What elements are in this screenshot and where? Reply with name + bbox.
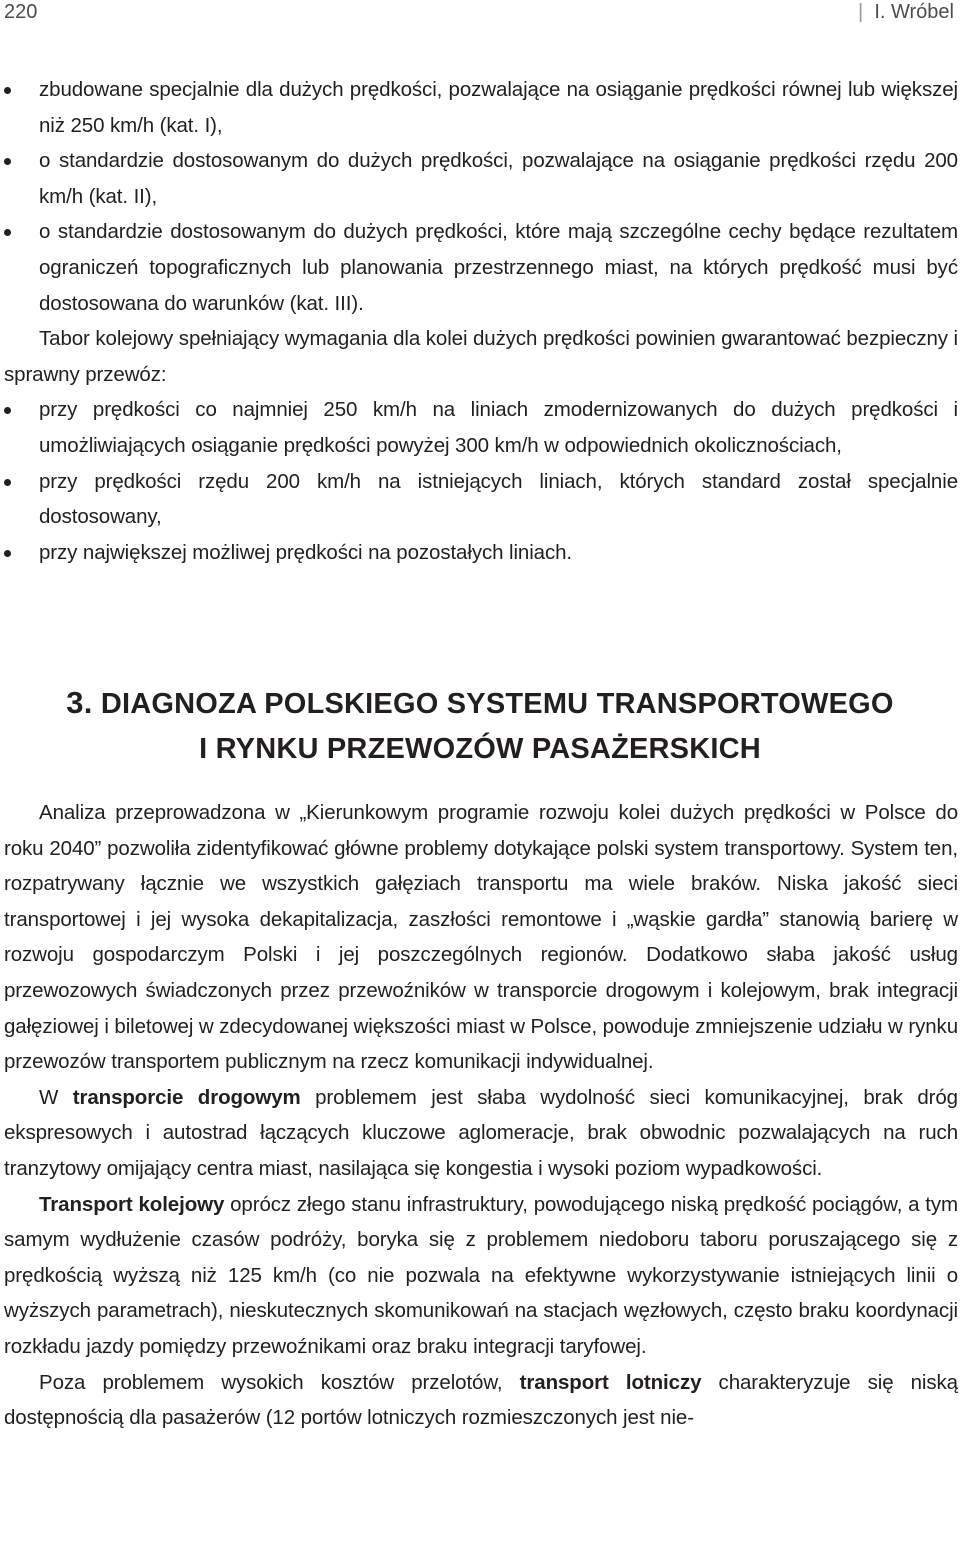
list-item: przy największej możliwej prędkości na pozostałych liniach. xyxy=(4,535,958,571)
paragraph-tabor: Tabor kolejowy spełniający wymagania dla kolei dużych prędkości powinien gwarantować bezpieczny i sprawny przewóz: xyxy=(4,327,958,386)
running-header xyxy=(4,0,954,26)
running-author: | I. Wróbel xyxy=(858,1,954,23)
bold-term: transport lotniczy xyxy=(519,1370,702,1394)
paragraph-transport-lotniczy: Poza problemem wysokich kosztów przelotów, transport lotniczy charakteryzuje się niską dostępnością dla pasażerów (12 portów lotniczych rozmieszczonych jest nie- xyxy=(4,1370,958,1430)
railway-category-list xyxy=(4,72,958,321)
bullet-icon xyxy=(4,158,11,165)
author-name: I. Wróbel xyxy=(874,1,954,23)
bullet-icon xyxy=(4,479,11,486)
bullet-icon xyxy=(4,229,11,236)
rolling-stock-list xyxy=(4,392,958,570)
paragraph-transport-drogowy: W transporcie drogowym problemem jest słaba wydolność sieci komunikacyjnej, brak dróg ekspresowych i autostrad łączących kluczowe aglomeracje, brak obwodnic pozwalających na ruch tranzytowy omijający centra miast, nasilająca się kongestia i wysoki poziom wypadkowości. xyxy=(4,1085,958,1180)
list-item: o standardzie dostosowanym do dużych prędkości, które mają szczególne cechy będące rezultatem ograniczeń topograficznych lub planowania przestrzennego miast, na których prędkość musi być dostosowana do warunków (kat. III). xyxy=(4,214,958,321)
bullet-icon xyxy=(4,550,11,557)
section-heading-line-1: 3. DIAGNOZA POLSKIEGO SYSTEMU TRANSPORTOWEGO xyxy=(66,685,894,720)
list-item: zbudowane specjalnie dla dużych prędkości, pozwalające na osiąganie prędkości równej lub większej niż 250 km/h (kat. I), xyxy=(4,72,958,143)
bullet-icon xyxy=(4,407,11,414)
list-item: o standardzie dostosowanym do dużych prędkości, pozwalające na osiąganie prędkości rzędu 200 km/h (kat. II), xyxy=(4,143,958,214)
section-number: 3. xyxy=(66,685,93,720)
bold-term: Transport kolejowy xyxy=(39,1192,225,1216)
page-number: 220 xyxy=(4,1,38,23)
bullet-icon xyxy=(4,87,11,94)
list-item: przy prędkości co najmniej 250 km/h na liniach zmodernizowanych do dużych prędkości i umożliwiających osiąganie prędkości powyżej 300 km/h w odpowiednich okolicznościach, xyxy=(4,392,958,463)
lower-text-block xyxy=(4,795,958,1436)
upper-text-block xyxy=(4,72,958,570)
bold-term: transporcie drogowym xyxy=(72,1085,301,1109)
section-heading-line-2: I RYNKU PRZEWOZÓW PASAŻERSKICH xyxy=(199,733,761,765)
paragraph-analiza: Analiza przeprowadzona w „Kierunkowym programie rozwoju kolei dużych prędkości w Polsce do roku 2040” pozwoliła zidentyfikować główne problemy dotykające polski system transportowy. System ten, rozpatrywany łącznie we wszystkich gałęziach transportu ma wiele braków. Niska jakość sieci transportowej i jej wysoka dekapitalizacja, zaszłości remontowe i „wąskie gardła” stanowią barierę w rozwoju gospodarczym Polski i jej poszczególnych regionów. Dodatkowo słaba jakość usług przewozowych świadczonych przez przewoźników w transporcie drogowym i kolejowym, brak integracji gałęziowej i biletowej w zdecydowanej większości miast w Polsce, powoduje zmniejszenie udziału w rynku przewozów transportem publicznym na rzecz komunikacji indywidualnej. xyxy=(4,801,958,1074)
section-heading xyxy=(30,680,930,772)
paragraph-transport-kolejowy: Transport kolejowy oprócz złego stanu infrastruktury, powodującego niską prędkość pociągów, a tym samym wydłużenie czasów podróży, boryka się z problemem niedoboru taboru poruszającego się z prędkością wyższą niż 125 km/h (co nie pozwala na efektywne wykorzystywanie istniejących linii o wyższych parametrach), nieskutecznych skomunikowań na stacjach węzłowych, często braku koordynacji rozkładu jazdy pomiędzy przewoźnikami oraz braku integracji taryfowej. xyxy=(4,1192,958,1358)
list-item: przy prędkości rzędu 200 km/h na istniejących liniach, których standard został specjalnie dostosowany, xyxy=(4,464,958,535)
